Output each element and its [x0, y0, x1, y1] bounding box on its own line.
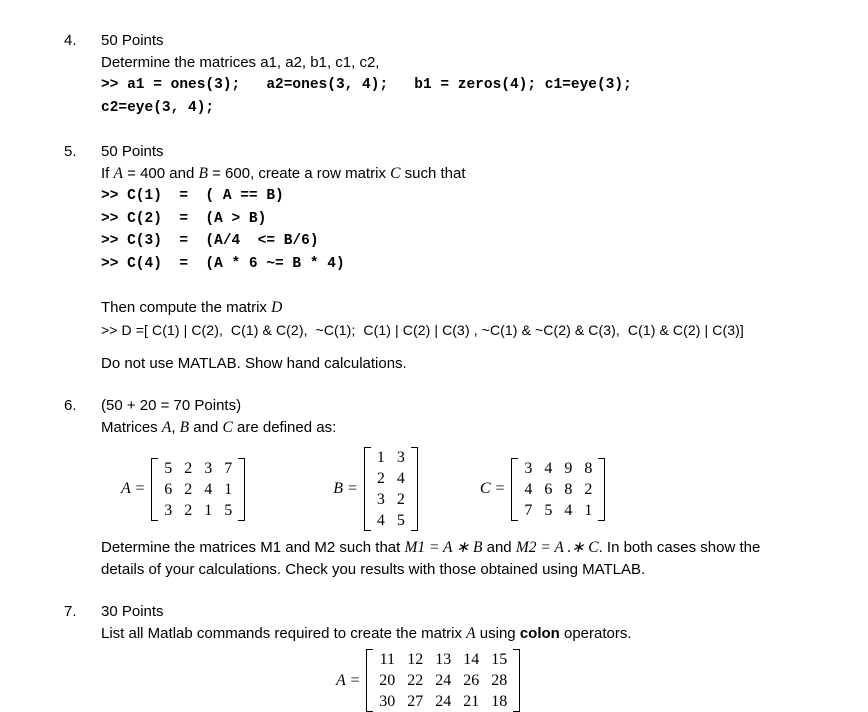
matrix-cell: 3: [204, 459, 213, 477]
matrix-cell: 5: [224, 501, 233, 519]
matrix-cell: 6: [544, 480, 553, 498]
matrix-cell: 2: [184, 459, 193, 477]
math-var: C: [390, 165, 401, 182]
problem-body: [101, 30, 858, 119]
matlab-code-line: >> C(1) = ( A == B): [101, 188, 284, 204]
math-expression: M2 = A .∗ C: [515, 539, 599, 556]
matrix-cell: 3: [396, 449, 405, 466]
matrix-row: [518, 500, 598, 521]
right-bracket: [238, 458, 245, 521]
matrix-row: [373, 670, 513, 691]
matrix-row: [373, 649, 513, 670]
text-segment: ,: [171, 419, 180, 436]
text-segment: = 400 and: [122, 165, 199, 182]
matrix-cell: 5: [396, 512, 405, 529]
text-segment: using: [475, 625, 520, 642]
matrix-cell: 21: [463, 693, 480, 710]
matlab-code-line: >> a1 = ones(3); a2=ones(3, 4); b1 = zeros(4); c1=eye(3);: [101, 77, 632, 93]
text-segment: such that: [400, 165, 466, 182]
matrix-a-label: A =: [121, 480, 146, 497]
matrix-cell: 3: [524, 459, 533, 477]
matrix-cell: 2: [396, 491, 405, 508]
matrix-cell: 8: [564, 480, 573, 498]
matlab-code-line: >> C(2) = (A > B): [101, 210, 267, 227]
points-heading: 30 Points: [101, 603, 164, 620]
problem-body: [101, 141, 858, 375]
text-segment: are defined as:: [232, 419, 337, 436]
matrix-cell: 4: [396, 470, 405, 487]
matrix-cell: 11: [379, 651, 395, 668]
text-segment: List all Matlab commands required to create the matrix: [101, 625, 467, 642]
problem-7: [64, 601, 858, 712]
math-var: D: [271, 299, 283, 316]
math-var: A: [466, 625, 476, 642]
matrix-cell: 22: [407, 672, 424, 689]
matrix-a-label: A =: [336, 671, 361, 689]
matrix-row: [371, 468, 411, 489]
text-segment: Then compute the matrix: [101, 299, 272, 316]
math-var: A: [113, 165, 123, 182]
matrix-cell: 5: [544, 501, 553, 519]
matrix-cell: 9: [564, 459, 573, 477]
problem-6: [64, 395, 858, 581]
task-line-2: details of your calculations. Check you results with those obtained using MATLAB.: [101, 561, 646, 578]
matrix-d-expression: >> D =[ C(1) | C(2), C(1) & C(2), ~C(1); C(1) | C(2) | C(3) , ~C(1) & ~C(2) & C(3), C(1) & C(2) | C(3)]: [101, 322, 744, 338]
matrix-cell: 14: [463, 651, 480, 668]
matrix-row: [518, 458, 598, 479]
then-compute-line: [101, 297, 858, 319]
problem-number: 7.: [64, 603, 77, 620]
math-var: C: [222, 419, 233, 436]
text-segment: operators.: [559, 625, 632, 642]
matrix-cell: 4: [524, 480, 533, 498]
problem-number: 5.: [64, 143, 77, 160]
matrix-cell: 8: [584, 459, 593, 477]
math-expression: M1 = A ∗ B: [404, 539, 483, 556]
text-segment: and: [189, 419, 223, 436]
matrix-cell: 27: [407, 693, 424, 710]
problem-number: 4.: [64, 32, 77, 49]
matrix-row: [371, 447, 411, 468]
matrix-b-label: B =: [333, 480, 358, 497]
math-var: A: [161, 419, 172, 436]
matrix-row: [373, 691, 513, 712]
matrix-cell: 2: [184, 501, 193, 519]
text-segment: Determine the matrices M1 and M2 such that: [101, 539, 405, 556]
matrix-b-values: [371, 447, 411, 531]
problem-body: [101, 601, 858, 712]
matrix-b: [364, 447, 418, 531]
matrix-cell: 4: [204, 480, 213, 498]
matrix-a-group: [121, 458, 245, 521]
points-heading: 50 Points: [101, 143, 164, 160]
problem-number: 6.: [64, 397, 77, 414]
matrix-cell: 18: [491, 693, 508, 710]
matrix-row: [371, 489, 411, 510]
matrix-cell: 1: [224, 480, 233, 498]
matrix-cell: 2: [584, 480, 593, 498]
task-line: [101, 537, 858, 559]
matlab-code-line: >> C(4) = (A * 6 ~= B * 4): [101, 255, 345, 272]
matrix-b-group: [333, 447, 418, 531]
matrix-cell: 3: [376, 491, 385, 508]
matrix-cell: 26: [463, 672, 480, 689]
matrix-cell: 4: [376, 512, 385, 529]
matrix-cell: 5: [164, 459, 173, 477]
matrix-row: [371, 510, 411, 531]
problem-description: Determine the matrices a1, a2, b1, c1, c2,: [101, 54, 380, 71]
matrix-cell: 20: [379, 672, 396, 689]
left-bracket: [364, 447, 371, 531]
points-heading: 50 Points: [101, 32, 164, 49]
matrix-cell: 6: [164, 480, 173, 498]
matrix-cell: 7: [224, 459, 233, 477]
right-bracket: [411, 447, 418, 531]
problem-body: [101, 395, 858, 581]
text-segment: Matrices: [101, 419, 162, 436]
matrix-cell: 1: [584, 501, 593, 519]
matrix-c-values: [518, 458, 598, 521]
matrix-row: [158, 479, 238, 500]
text-segment: . In both cases show the: [598, 539, 761, 556]
text-segment: and: [482, 539, 516, 556]
right-bracket: [598, 458, 605, 521]
matrix-c-label: C =: [479, 480, 506, 497]
matrices-row: [121, 447, 858, 531]
matrix-cell: 4: [544, 459, 553, 477]
matlab-code-line: >> C(3) = (A/4 <= B/6): [101, 233, 319, 249]
math-var: B: [179, 419, 190, 436]
problem-description: [101, 417, 858, 439]
matrix-cell: 2: [376, 470, 385, 487]
matrix-row: [158, 458, 238, 479]
text-segment: If: [101, 165, 114, 182]
matrix-cell: 1: [376, 449, 385, 466]
points-heading: (50 + 20 = 70 Points): [101, 397, 242, 414]
matrix-cell: 2: [184, 480, 193, 498]
problem-5: [64, 141, 858, 375]
matrix-cell: 15: [491, 651, 508, 668]
matrix-cell: 24: [435, 672, 452, 689]
matrix-cell: 30: [379, 693, 396, 710]
matrix-cell: 12: [407, 651, 424, 668]
matrix-c: [511, 458, 605, 521]
problem-4: [64, 30, 858, 119]
matrix-row: [518, 479, 598, 500]
matrix-cell: 1: [204, 501, 213, 519]
matrix-a: [151, 458, 245, 521]
matrix-cell: 4: [564, 501, 573, 519]
matrix-a-values: [158, 458, 238, 521]
matrix-cell: 13: [435, 651, 452, 668]
matrix-cell: 3: [164, 501, 173, 519]
matrix-cell: 7: [524, 501, 533, 519]
matrix-cell: 28: [491, 672, 508, 689]
problem-description: [101, 623, 858, 645]
instruction-note: Do not use MATLAB. Show hand calculations.: [101, 355, 407, 372]
left-bracket: [151, 458, 158, 521]
matrix-c-group: [480, 458, 605, 521]
text-segment: = 600, create a row matrix: [207, 165, 391, 182]
math-var: B: [198, 165, 208, 182]
left-bracket: [511, 458, 518, 521]
matlab-code-line: c2=eye(3, 4);: [101, 99, 215, 116]
problem-description: [101, 163, 858, 185]
bold-keyword: colon: [519, 625, 560, 642]
matrix-cell: 24: [435, 693, 452, 710]
matrix-row: [158, 500, 238, 521]
